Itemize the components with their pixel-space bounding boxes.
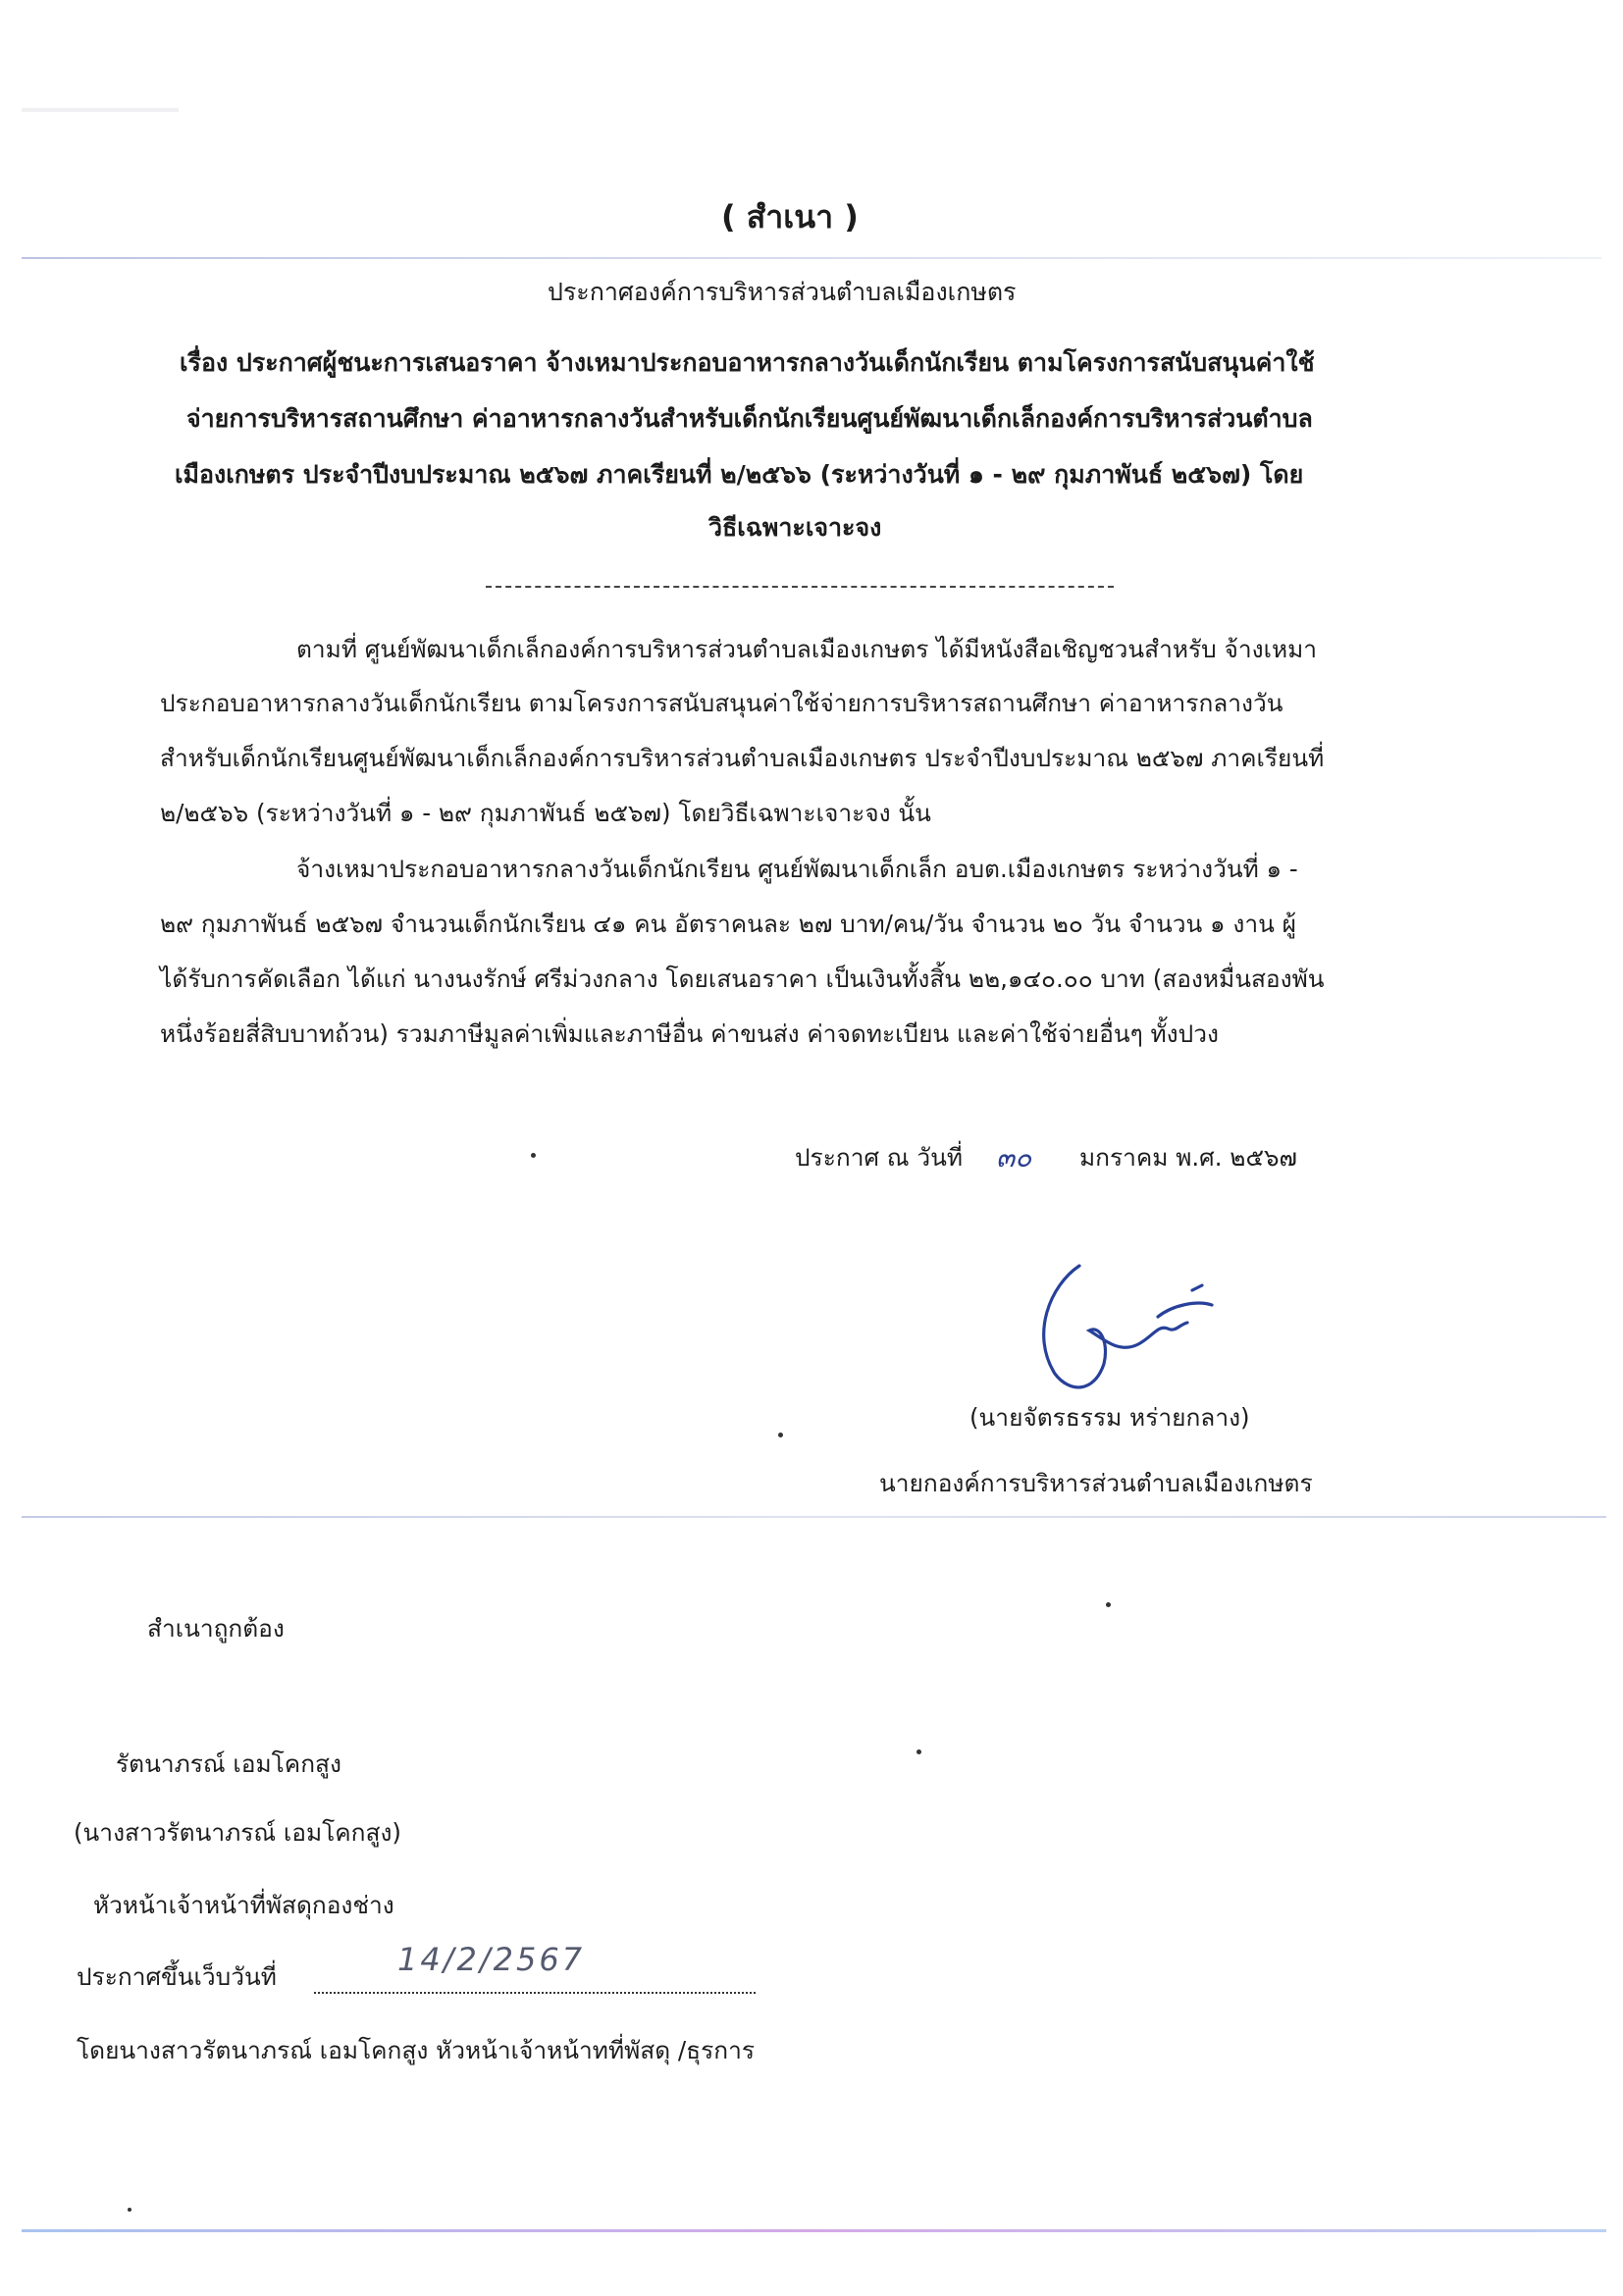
paragraph2-line-1: จ้างเหมาประกอบอาหารกลางวันเด็กนักเรียน ศูนย์พัฒนาเด็กเล็ก อบต.เมืองเกษตร ระหว่างวันที่ ๑ - [296, 855, 1298, 883]
subject-line-4: วิธีเฉพาะเจาะจง [708, 513, 882, 542]
scan-speck [531, 1153, 536, 1158]
paragraph2-line-4: หนึ่งร้อยสี่สิบบาทถ้วน) รวมภาษีมูลค่าเพิ่มและภาษีอื่น ค่าขนส่ง ค่าจดทะเบียน และค่าใช้จ่ายอื่นๆ ทั้งปวง [160, 1019, 1219, 1048]
header-divider [486, 586, 1114, 588]
scan-line-bottom [22, 2229, 1606, 2232]
scan-speck [128, 2208, 131, 2212]
certifier-signature-text: รัตนาภรณ์ เอมโคกสูง [116, 1749, 341, 1778]
certifier-name: (นางสาวรัตนาภรณ์ เอมโคกสูง) [74, 1818, 401, 1847]
web-post-label: ประกาศขึ้นเว็บวันที่ [77, 1962, 277, 1991]
announce-date-suffix: มกราคม พ.ศ. ๒๕๖๗ [1079, 1143, 1297, 1172]
paragraph1-line-3: สำหรับเด็กนักเรียนศูนย์พัฒนาเด็กเล็กองค์การบริหารส่วนตำบลเมืองเกษตร ประจำปีงบประมาณ ๒๕๖๗ ภาคเรียนที่ [160, 744, 1325, 772]
paragraph1-line-2: ประกอบอาหารกลางวันเด็กนักเรียน ตามโครงการสนับสนุนค่าใช้จ่ายการบริหารสถานศึกษา ค่าอาหารกลางวัน [160, 689, 1283, 717]
announce-date-day: ๓๐ [996, 1141, 1032, 1174]
subject-line-3: เมืองเกษตร ประจำปีงบประมาณ ๒๕๖๗ ภาคเรียนที่ ๒/๒๕๖๖ (ระหว่างวันที่ ๑ - ๒๙ กุมภาพันธ์ ๒๕๖๗) โดย [175, 460, 1304, 489]
mayor-signature [1011, 1246, 1276, 1403]
subject-line-2: จ่ายการบริหารสถานศึกษา ค่าอาหารกลางวันสำหรับเด็กนักเรียนศูนย์พัฒนาเด็กเล็กองค์การบริหารส่วนตำบล [186, 404, 1313, 433]
subject-line-1: เรื่อง ประกาศผู้ชนะการเสนอราคา จ้างเหมาประกอบอาหารกลางวันเด็กนักเรียน ตามโครงการสนับสนุนค่าใช้ [180, 348, 1315, 377]
scan-speck [916, 1749, 921, 1754]
posted-by: โดยนางสาวรัตนาภรณ์ เอมโคกสูง หัวหน้าเจ้าหน้าทที่พัสดุ /ธุรการ [77, 2036, 756, 2064]
paragraph1-line-4: ๒/๒๕๖๖ (ระหว่างวันที่ ๑ - ๒๙ กุมภาพันธ์ ๒๕๖๗) โดยวิธีเฉพาะเจาะจง นั้น [160, 799, 931, 827]
certifier-title: หัวหน้าเจ้าหน้าที่พัสดุกองช่าง [93, 1891, 394, 1919]
announcement-heading: ประกาศองค์การบริหารส่วนตำบลเมืองเกษตร [548, 278, 1017, 306]
certified-copy-label: สำเนาถูกต้อง [147, 1614, 285, 1643]
announce-date-prefix: ประกาศ ณ วันที่ [795, 1143, 963, 1172]
copy-mark: ( สำเนา ) [721, 198, 859, 235]
scan-smudge-top-left [22, 108, 179, 112]
scan-line-middle [22, 1516, 1606, 1518]
web-post-date-line [314, 1992, 756, 1994]
scan-speck [778, 1433, 783, 1437]
scan-line-top [22, 257, 1601, 259]
signer-name: (นายจัตรธรรม หร่ายกลาง) [969, 1403, 1250, 1432]
web-post-date: 14/2/2567 [397, 1941, 586, 1978]
scan-speck [1106, 1602, 1111, 1607]
paragraph1-line-1: ตามที่ ศูนย์พัฒนาเด็กเล็กองค์การบริหารส่วนตำบลเมืองเกษตร ได้มีหนังสือเชิญชวนสำหรับ จ้างเหมา [296, 635, 1318, 663]
signer-title: นายกองค์การบริหารส่วนตำบลเมืองเกษตร [879, 1469, 1313, 1497]
paragraph2-line-3: ได้รับการคัดเลือก ได้แก่ นางนงรักษ์ ศรีม่วงกลาง โดยเสนอราคา เป็นเงินทั้งสิ้น ๒๒,๑๔๐.๐๐ บาท (สองหมื่นสองพัน [160, 965, 1325, 993]
paragraph2-line-2: ๒๙ กุมภาพันธ์ ๒๕๖๗ จำนวนเด็กนักเรียน ๔๑ คน อัตราคนละ ๒๗ บาท/คน/วัน จำนวน ๒๐ วัน จำนวน ๑ งาน ผู้ [160, 910, 1297, 938]
